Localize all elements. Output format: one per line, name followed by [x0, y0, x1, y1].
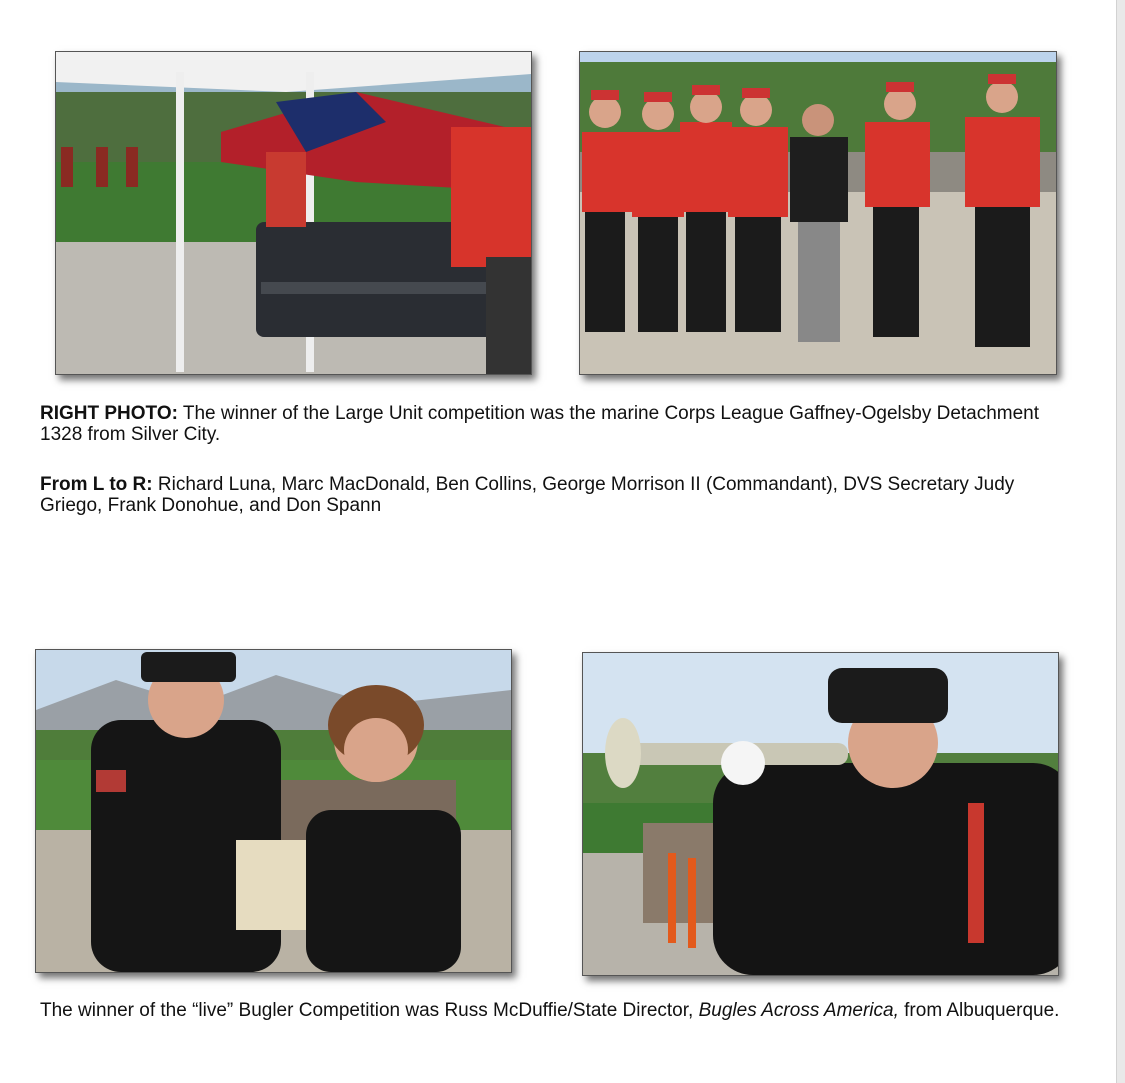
caption-label: From L to R:	[40, 474, 153, 495]
bugler-caption	[40, 1000, 1100, 1021]
right-photo-caption	[40, 403, 1040, 445]
award-presentation-photo	[35, 649, 512, 973]
caption-text: The winner of the Large Unit competition was the marine Corps League Gaffney-Ogelsby Detachment 1328 from Silver City.	[40, 403, 1040, 445]
names-caption	[40, 474, 1040, 516]
caption-label: RIGHT PHOTO:	[40, 403, 178, 424]
caption-text-end: from Albuquerque.	[898, 1000, 1060, 1021]
caption-text: Richard Luna, Marc MacDonald, Ben Collins, George Morrison II (Commandant), DVS Secretary Judy Griego, Frank Donohue, and Don Spann	[40, 474, 1015, 516]
organization-name: Bugles Across America,	[698, 1000, 899, 1021]
marine-corps-group-photo	[579, 51, 1057, 375]
bugler-photo	[582, 652, 1059, 976]
caption-text: The winner of the “live” Bugler Competition was Russ McDuffie/State Director,	[40, 1000, 699, 1021]
flag-folding-photo	[55, 51, 532, 375]
scrollbar-track[interactable]	[1116, 0, 1125, 1083]
